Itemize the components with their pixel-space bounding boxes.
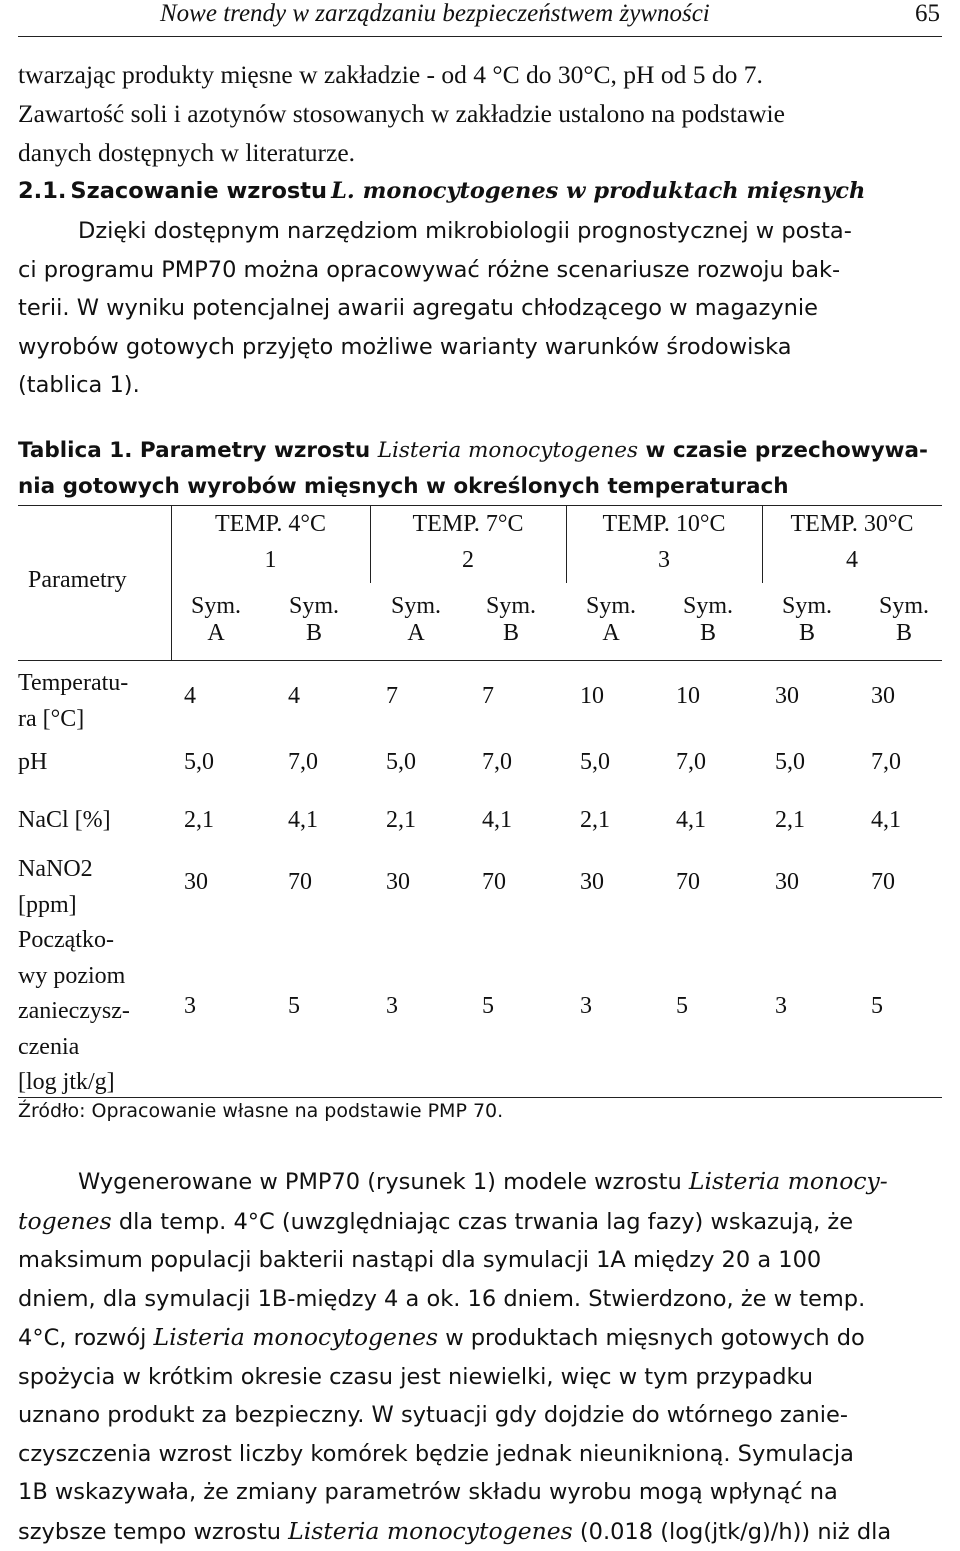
row-label: Początko- wy poziom zanieczysz- czenia [log jtk/g] xyxy=(18,923,130,1101)
table-cell: 4,1 xyxy=(676,807,706,834)
text-line: danych dostępnych w literaturze. xyxy=(18,133,942,172)
table-cell: 2,1 xyxy=(580,807,610,834)
text-line: maksimum populacji bakterii nastąpi dla symulacji 1A między 20 a 100 xyxy=(18,1241,942,1280)
table-cell: 7,0 xyxy=(288,749,318,776)
caption-suffix: w czasie przechowywa- xyxy=(646,438,928,463)
intro-paragraph xyxy=(18,55,942,172)
section-title: Szacowanie wzrostu xyxy=(70,178,327,204)
table-cell: 70 xyxy=(676,869,700,896)
table-cell: 4 xyxy=(288,683,300,710)
table-cell: 5,0 xyxy=(386,749,416,776)
page-number: 65 xyxy=(915,0,940,28)
sym-b-header: Sym. B xyxy=(864,593,944,647)
sym-a-header: Sym. A xyxy=(176,593,256,647)
text-line: (tablica 1). xyxy=(18,366,942,405)
sym-b-header: Sym. B xyxy=(668,593,748,647)
table-cell: 3 xyxy=(386,993,398,1020)
table-cell: 5 xyxy=(676,993,688,1020)
table-source: Źródło: Opracowanie własne na podstawie PMP 70. xyxy=(18,1100,503,1122)
table-cell: 7 xyxy=(482,683,494,710)
table-rule xyxy=(18,505,942,506)
table-cell: 70 xyxy=(482,869,506,896)
group-header-temp: TEMP. 7°C xyxy=(370,511,566,538)
table-cell: 4 xyxy=(184,683,196,710)
group-header-num: 4 xyxy=(762,547,942,574)
table-cell: 5 xyxy=(871,993,883,1020)
group-header-temp: TEMP. 30°C xyxy=(762,511,942,538)
table-cell: 2,1 xyxy=(775,807,805,834)
text-line: Zawartość soli i azotynów stosowanych w zakładzie ustalono na podstawie xyxy=(18,94,942,133)
caption-italic: Listeria monocytogenes xyxy=(378,438,638,463)
table-cell: 5,0 xyxy=(775,749,805,776)
table-cell: 3 xyxy=(580,993,592,1020)
text-line: spożycia w krótkim okresie czasu jest niewielki, więc w tym przypadku xyxy=(18,1358,942,1397)
section-heading xyxy=(18,172,865,213)
text-line: dniem, dla symulacji 1B-między 4 a ok. 16 dniem. Stwierdzono, że w temp. xyxy=(18,1280,942,1319)
table-cell: 4,1 xyxy=(871,807,901,834)
table-cell: 2,1 xyxy=(386,807,416,834)
text-line: ci programu PMP70 można opracowywać różne scenariusze rozwoju bak- xyxy=(18,251,942,290)
table-cell: 3 xyxy=(184,993,196,1020)
text-line: Dzięki dostępnym narzędziom mikrobiologii prognostycznej w posta- xyxy=(18,212,942,251)
table-cell: 5 xyxy=(482,993,494,1020)
group-header-temp: TEMP. 4°C xyxy=(171,511,370,538)
table-cell: 7,0 xyxy=(676,749,706,776)
text-line: szybsze tempo wzrostu Listeria monocytogenes (0.018 (log(jtk/g)/h)) niż dla xyxy=(18,1512,942,1551)
table-cell: 10 xyxy=(580,683,604,710)
table-cell: 5,0 xyxy=(580,749,610,776)
table-cell: 30 xyxy=(386,869,410,896)
table-cell: 7,0 xyxy=(482,749,512,776)
text-line: togenes dla temp. 4°C (uwzględniając czas trwania lag fazy) wskazują, że xyxy=(18,1202,942,1242)
table-cell: 3 xyxy=(775,993,787,1020)
paragraph-3 xyxy=(18,1162,942,1551)
table-cell: 4,1 xyxy=(482,807,512,834)
paragraph-2 xyxy=(18,212,942,405)
section-title-italic: L. monocytogenes w produktach mięsnych xyxy=(331,178,865,204)
table-cell: 5,0 xyxy=(184,749,214,776)
table-cell: 5 xyxy=(288,993,300,1020)
table-cell: 30 xyxy=(775,683,799,710)
text-line: twarzając produkty mięsne w zakładzie - od 4 °C do 30°C, pH od 5 do 7. xyxy=(18,55,942,94)
table-rule xyxy=(18,1097,942,1098)
sym-a-header: Sym. A xyxy=(376,593,456,647)
parametry-header: Parametry xyxy=(28,567,127,594)
caption-line-2: nia gotowych wyrobów mięsnych w określonych temperaturach xyxy=(18,469,942,505)
table-cell: 7,0 xyxy=(871,749,901,776)
table-rule xyxy=(18,660,942,661)
table-cell: 2,1 xyxy=(184,807,214,834)
table-cell: 30 xyxy=(871,683,895,710)
text-line: czyszczenia wzrost liczby komórek będzie jednak nieuniknioną. Symulacja xyxy=(18,1435,942,1474)
group-header-temp: TEMP. 10°C xyxy=(566,511,762,538)
running-header xyxy=(18,0,942,37)
table-cell: 7 xyxy=(386,683,398,710)
sym-a-header: Sym. A xyxy=(571,593,651,647)
row-label: Temperatu- ra [°C] xyxy=(18,665,128,737)
text-line: terii. W wyniku potencjalnej awarii agregatu chłodzącego w magazynie xyxy=(18,289,942,328)
sym-a-header: Sym. B xyxy=(767,593,847,647)
text-line: 4°C, rozwój Listeria monocytogenes w produktach mięsnych gotowych do xyxy=(18,1318,942,1358)
table-cell: 70 xyxy=(871,869,895,896)
text-line: uznano produkt za bezpieczny. W sytuacji gdy dojdzie do wtórnego zanie- xyxy=(18,1396,942,1435)
text-line: Wygenerowane w PMP70 (rysunek 1) modele wzrostu Listeria monocy- xyxy=(18,1162,942,1202)
row-label: NaNO2 [ppm] xyxy=(18,851,93,923)
table-cell: 30 xyxy=(580,869,604,896)
table-caption xyxy=(18,433,942,505)
sym-b-header: Sym. B xyxy=(471,593,551,647)
section-number: 2.1. xyxy=(18,178,66,204)
table-cell: 10 xyxy=(676,683,700,710)
text-line: 1B wskazywała, że zmiany parametrów składu wyrobu mogą wpłynąć na xyxy=(18,1473,942,1512)
table-cell: 70 xyxy=(288,869,312,896)
group-header-num: 3 xyxy=(566,547,762,574)
caption-prefix: Tablica 1. Parametry wzrostu xyxy=(18,438,370,463)
sym-b-header: Sym. B xyxy=(274,593,354,647)
text-line: wyrobów gotowych przyjęto możliwe warianty warunków środowiska xyxy=(18,328,942,367)
table-cell: 4,1 xyxy=(288,807,318,834)
table-cell: 30 xyxy=(184,869,208,896)
row-label: NaCl [%] xyxy=(18,807,111,834)
row-label: pH xyxy=(18,749,47,776)
group-header-num: 2 xyxy=(370,547,566,574)
table-cell: 30 xyxy=(775,869,799,896)
journal-title: Nowe trendy w zarządzaniu bezpieczeństwem żywności xyxy=(160,0,710,28)
group-header-num: 1 xyxy=(171,547,370,574)
